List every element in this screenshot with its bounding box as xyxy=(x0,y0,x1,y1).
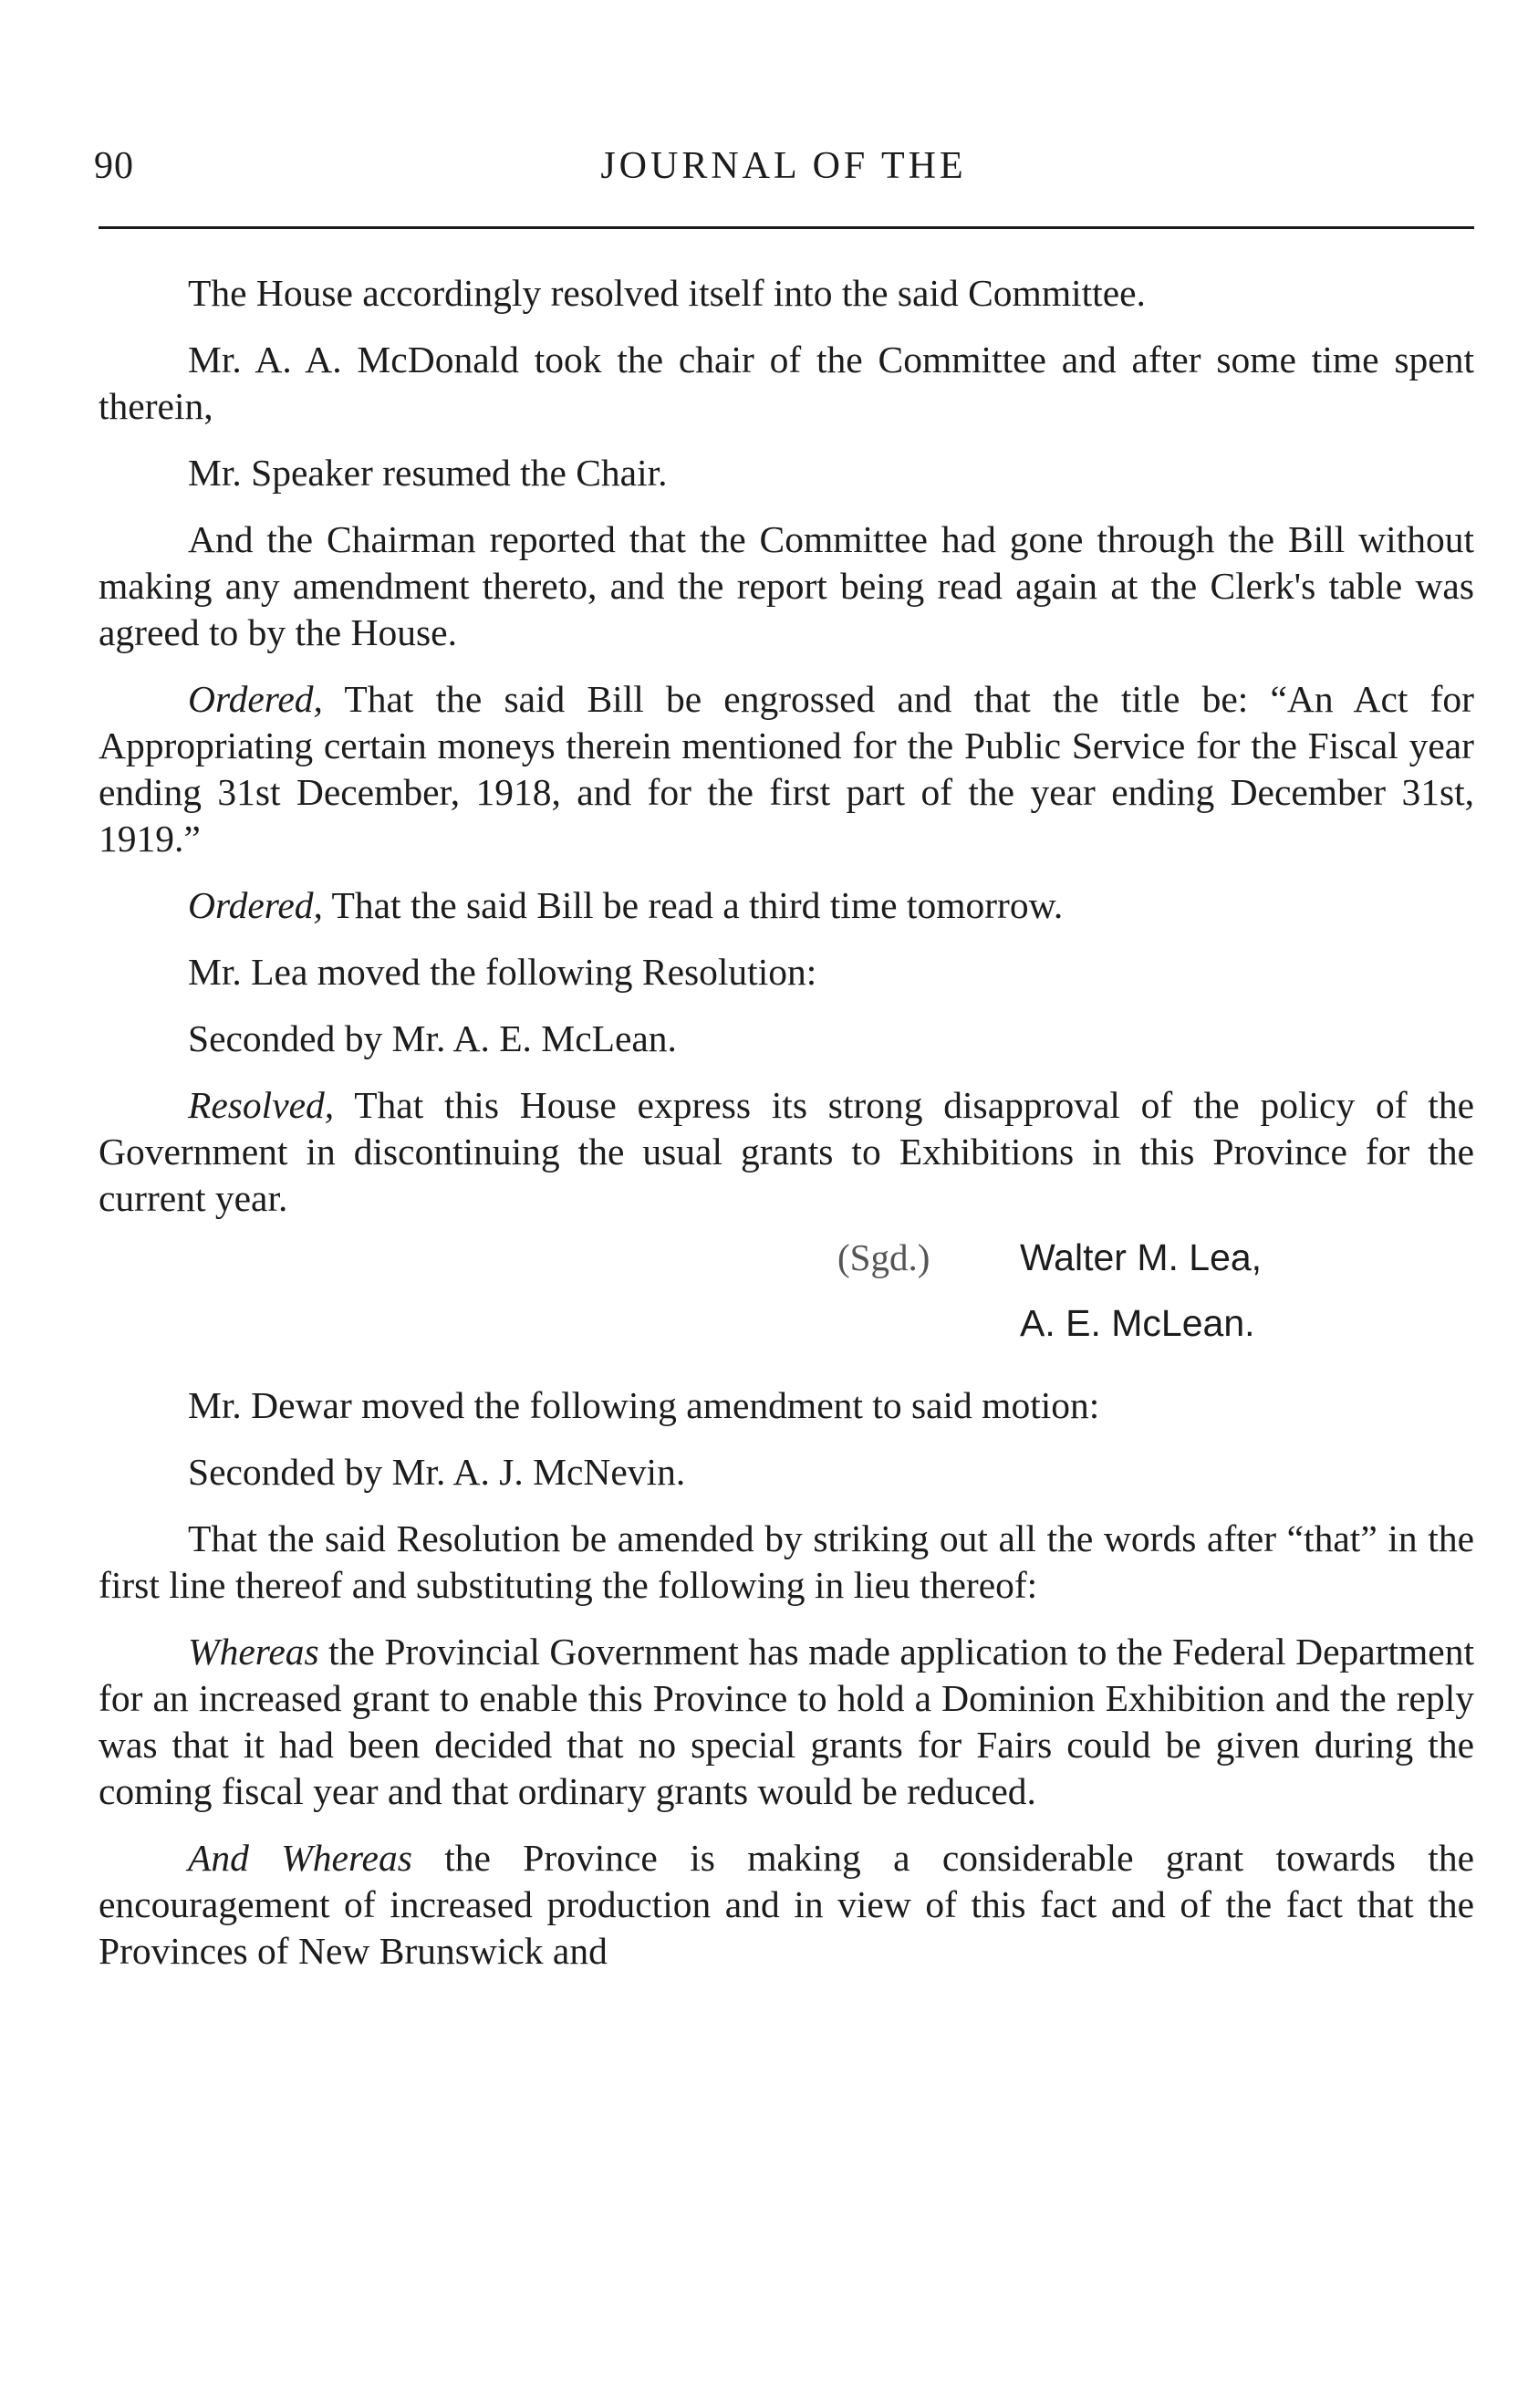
signature-block xyxy=(99,1235,1474,1366)
paragraph-ordered-title xyxy=(99,676,1474,862)
page-number: 90 xyxy=(94,145,134,187)
whereas-text: the Provincial Government has made application to the Federal Department for an increased grant to enable this Province to hold a Dominion Exhibition and the reply was that it had been decided that no special grants for Fairs could be given during the coming fiscal year and that ordinary grants would be reduced. xyxy=(99,1631,1474,1812)
signer-mclean: A. E. McLean. xyxy=(1020,1302,1255,1344)
paragraph-seconded-mclean: Seconded by Mr. A. E. McLean. xyxy=(188,1017,677,1059)
lead-resolved: Resolved, xyxy=(188,1084,335,1126)
resolved-text: That this House express its strong disapproval of the policy of the Government in discontinuing the usual grants to Exhibitions in this Province for the current year. xyxy=(99,1084,1474,1219)
paragraph-seconded-mcnevin: Seconded by Mr. A. J. McNevin. xyxy=(188,1451,686,1493)
paragraph-amendment-text: That the said Resolution be amended by striking out all the words after “that” in the first line thereof and substituting the following in lieu thereof: xyxy=(99,1517,1474,1606)
paragraph-whereas xyxy=(99,1629,1474,1815)
page-header xyxy=(94,144,1473,199)
lead-whereas: Whereas xyxy=(188,1631,319,1673)
lead-ordered: Ordered, xyxy=(188,678,323,720)
and-whereas-text: the Province is making a considerable grant towards the encouragement of increased production and in view of this fact and of the fact that the Provinces of New Brunswick and xyxy=(99,1837,1474,1972)
paragraph-report: And the Chairman reported that the Committee had gone through the Bill without making any amendment thereto, and the report being read again at the Clerk's table was agreed to by the House. xyxy=(99,518,1474,653)
ordered-third-reading-text: That the said Bill be read a third time tomorrow. xyxy=(322,884,1064,926)
paragraph-and-whereas xyxy=(99,1835,1474,1975)
lead-and-whereas: And Whereas xyxy=(188,1837,412,1879)
paragraph-dewar-amendment: Mr. Dewar moved the following amendment to said motion: xyxy=(188,1384,1100,1426)
paragraph-speaker: Mr. Speaker resumed the Chair. xyxy=(188,452,668,494)
paragraph-lea-motion: Mr. Lea moved the following Resolution: xyxy=(188,951,817,993)
running-head: JOURNAL OF THE xyxy=(600,145,967,187)
page-body xyxy=(99,270,1474,1995)
lead-ordered: Ordered, xyxy=(188,884,323,926)
paragraph-chair: Mr. A. A. McDonald took the chair of the Committee and after some time spent therein, xyxy=(99,339,1474,427)
paragraph-resolved xyxy=(99,1082,1474,1222)
paragraph-ordered-third-reading xyxy=(99,882,1474,929)
signer-lea: Walter M. Lea, xyxy=(1020,1236,1263,1278)
paragraph-committee: The House accordingly resolved itself into the said Committee. xyxy=(188,272,1146,314)
sgd-label: (Sgd.) xyxy=(837,1236,930,1278)
header-rule xyxy=(99,226,1474,229)
ordered-title-text: That the said Bill be engrossed and that the title be: “An Act for Appropriating certain moneys therein mentioned for the Public Service for the Fiscal year ending 31st December, 1918, and for the first part of the year ending December 31st, 1919.” xyxy=(99,678,1474,860)
